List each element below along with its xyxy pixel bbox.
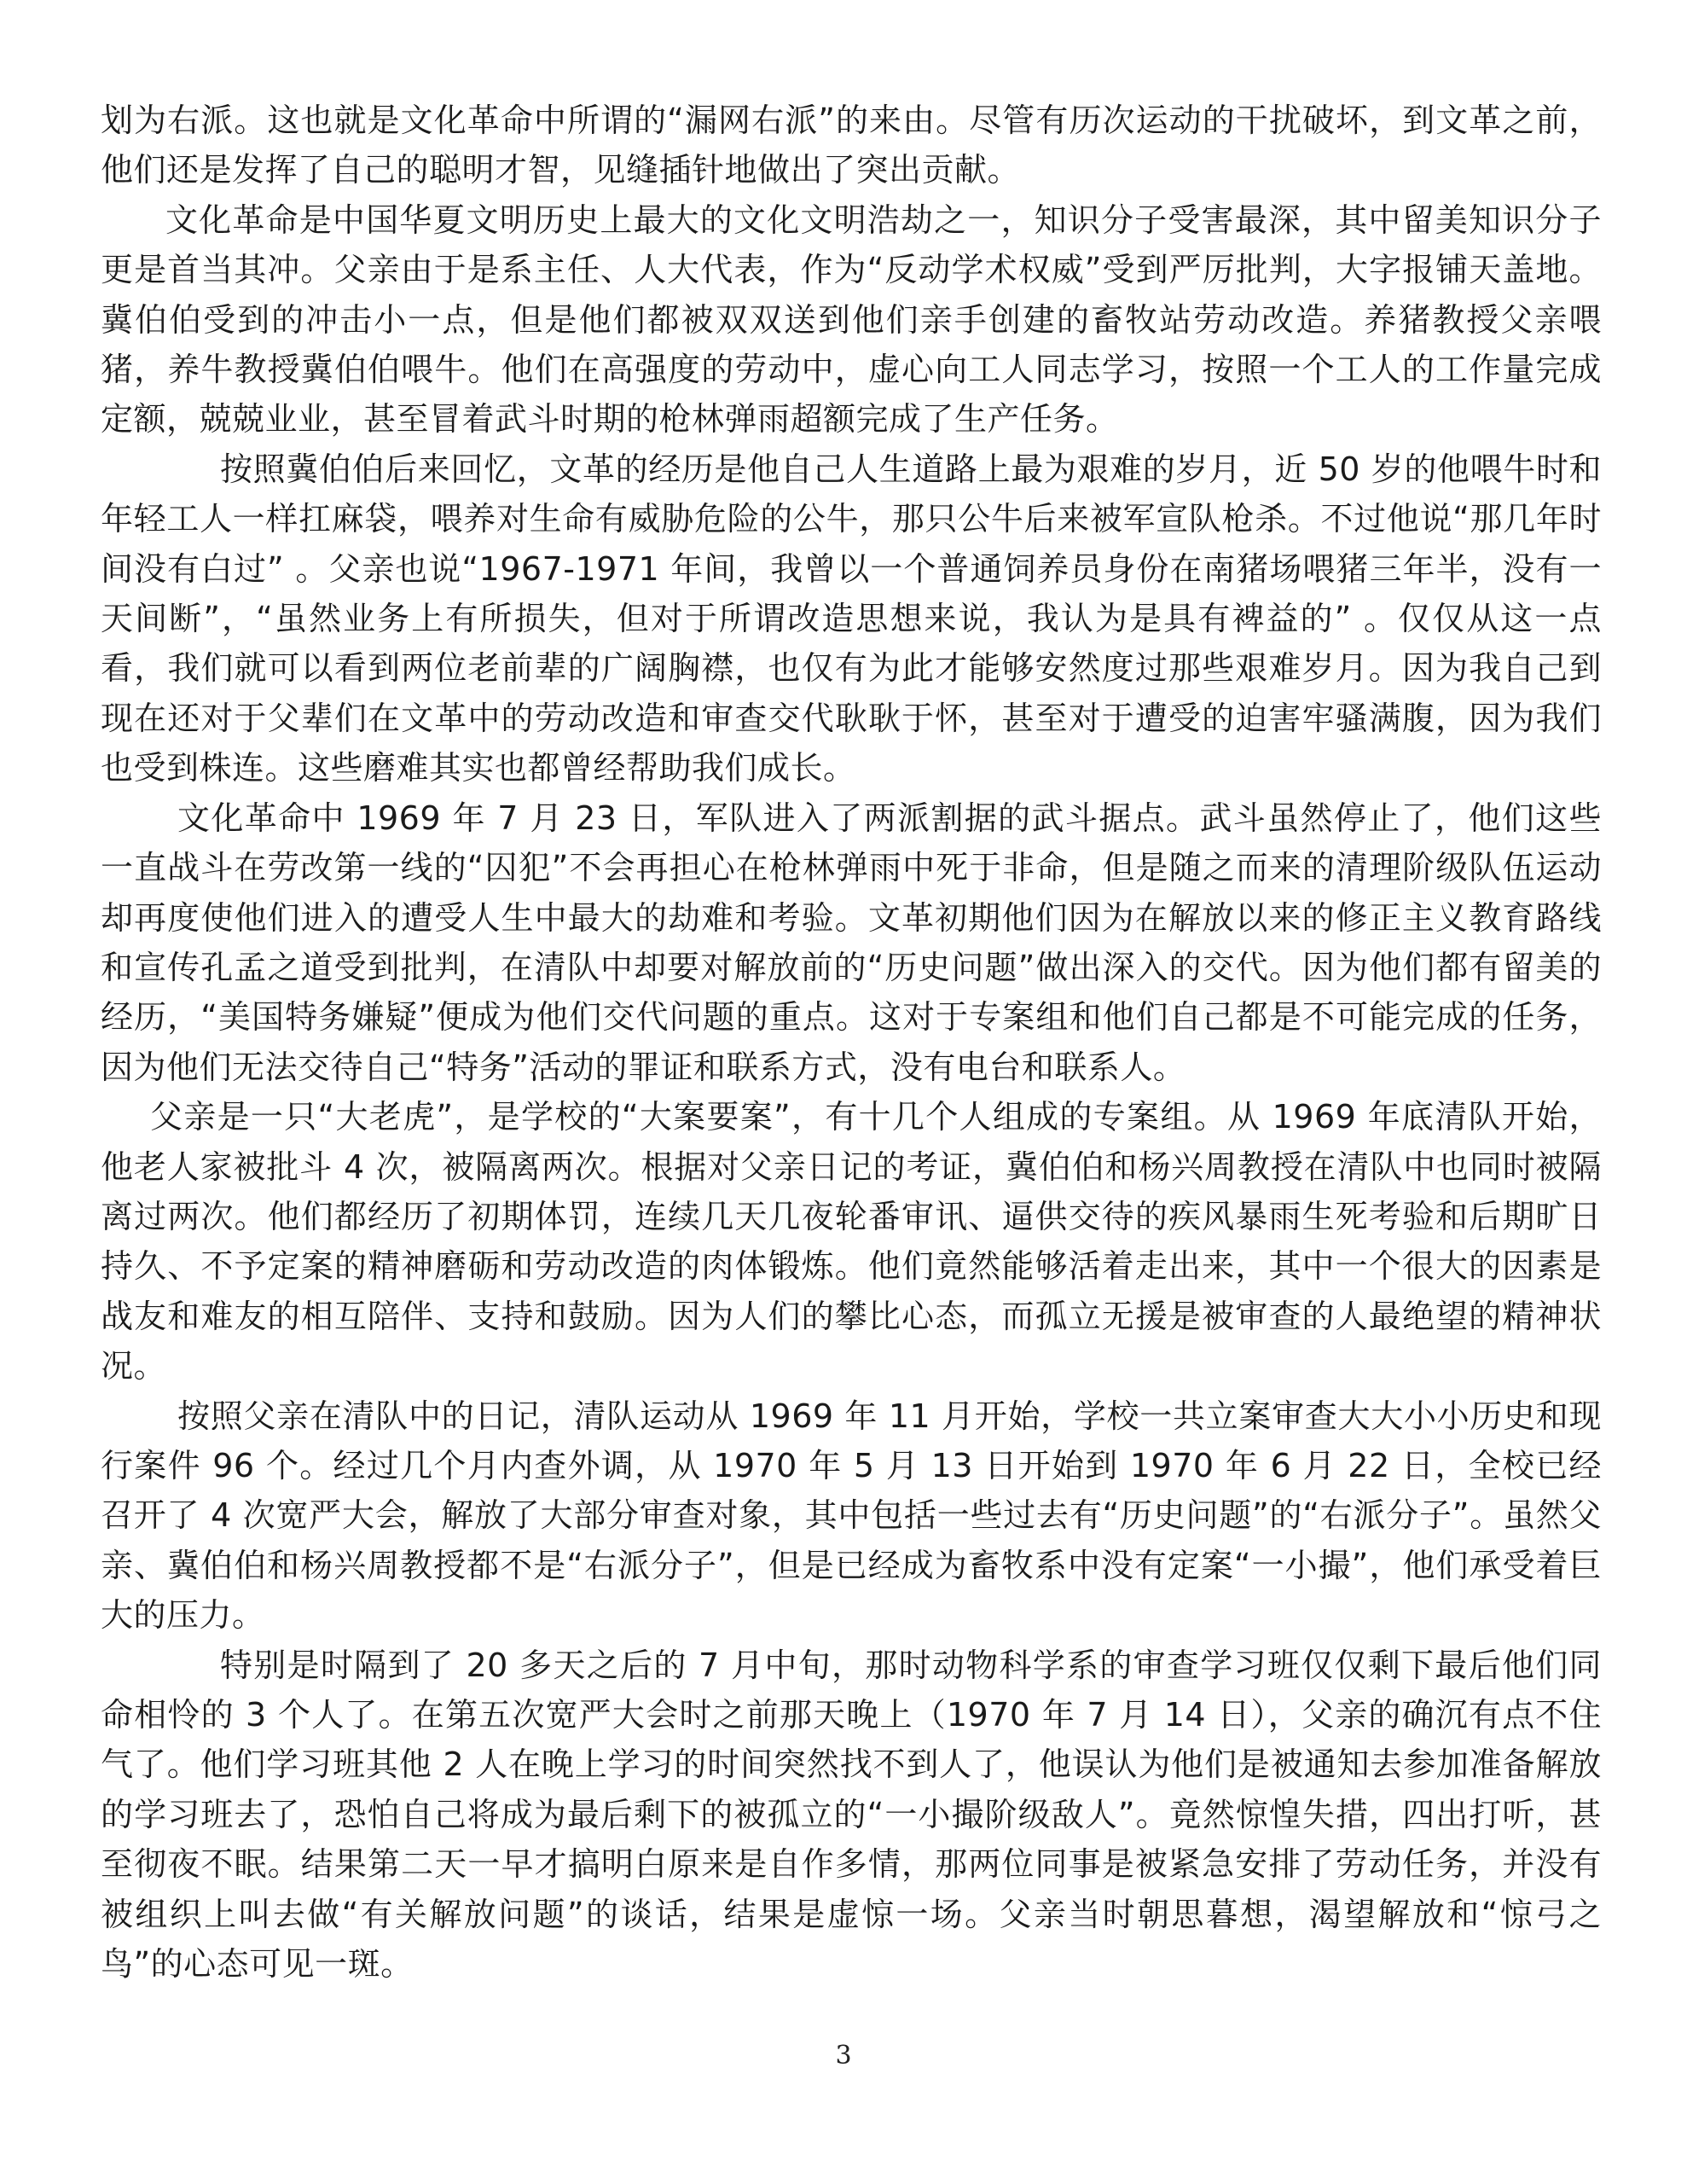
paragraph-2: 文化革命是中国华夏文明历史上最大的文化文明浩劫之一，知识分子受害最深，其中留美知识分子更是首当其冲。父亲由于是系主任、人大代表，作为“反动学术权威”受到严厉批判，大字报铺天盖地。冀伯伯受到的冲击小一点，但是他们都被双双送到他们亲手创建的畜牧站劳动改造。养猪教授父亲喂猪，养牛教授冀伯伯喂牛。他们在高强度的劳动中，虚心向工人同志学习，按照一个工人的工作量完成定额，兢兢业业，甚至冒着武斗时期的枪林弹雨超额完成了生产任务。 [101, 200, 1602, 439]
paragraph-1: 划为右派。这也就是文化革命中所谓的“漏网右派”的来由。尽管有历次运动的干扰破坏，到文革之前，他们还是发挥了自己的聪明才智，见缝插针地做出了突出贡献。 [101, 102, 1602, 189]
paragraph-7: 特别是时隔到了 20 多天之后的 7 月中旬，那时动物科学系的审查学习班仅仅剩下最后他们同命相怜的 3 个人了。在第五次宽严大会时之前那天晚上（1970 年 7 月 14 日），父亲的确沉有点不住气了。他们学习班其他 2 人在晚上学习的时间突然找不到人了，他误认为他们是被通知去参加准备解放的学习班去了，恐怕自己将成为最后剩下的被孤立的“一小撮阶级敌人”。竟然惊惶失措，四出打听，甚至彻夜不眠。结果第二天一早才搞明白原来是自作多情，那两位同事是被紧急安排了劳动任务，并没有被组织上叫去做“有关解放问题”的谈话，结果是虚惊一场。父亲当时朝思暮想，渴望解放和“惊弓之鸟”的心态可见一斑。 [101, 1646, 1602, 1984]
paragraph-4: 文化革命中 1969 年 7 月 23 日，军队进入了两派割据的武斗据点。武斗虽然停止了，他们这些一直战斗在劳改第一线的“囚犯”不会再担心在枪林弹雨中死于非命，但是随之而来的清理阶级队伍运动却再度使他们进入的遭受人生中最大的劫难和考验。文革初期他们因为在解放以来的修正主义教育路线和宣传孔孟之道受到批判，在清队中却要对解放前的“历史问题”做出深入的交代。因为他们都有留美的经历，“美国特务嫌疑”便成为他们交代问题的重点。这对于专案组和他们自己都是不可能完成的任务，因为他们无法交待自己“特务”活动的罪证和联系方式，没有电台和联系人。 [101, 799, 1602, 1086]
paragraph-6: 按照父亲在清队中的日记，清队运动从 1969 年 11 月开始，学校一共立案审查大大小小历史和现行案件 96 个。经过几个月内查外调，从 1970 年 5 月 13 日开始到 1970 年 6 月 22 日，全校已经召开了 4 次宽严大会，解放了大部分审查对象，其中包括一些过去有“历史问题”的“右派分子”。虽然父亲、冀伯伯和杨兴周教授都不是“右派分子”，但是已经成为畜牧系中没有定案“一小撮”，他们承受着巨大的压力。 [101, 1397, 1602, 1635]
paragraph-5: 父亲是一只“大老虎”，是学校的“大案要案”，有十几个人组成的专案组。从 1969 年底清队开始，他老人家被批斗 4 次，被隔离两次。根据对父亲日记的考证，冀伯伯和杨兴周教授在清队中也同时被隔离过两次。他们都经历了初期体罚，连续几天几夜轮番审讯、逼供交待的疾风暴雨生死考验和后期旷日持久、不予定案的精神磨砺和劳动改造的肉体锻炼。他们竟然能够活着走出来，其中一个很大的因素是战友和难友的相互陪伴、支持和鼓励。因为人们的攀比心态，而孤立无援是被审查的人最绝望的精神状况。 [101, 1098, 1602, 1385]
page-number: 3 [835, 2041, 852, 2071]
document-body [101, 96, 1602, 1989]
paragraph-3: 按照冀伯伯后来回忆，文革的经历是他自己人生道路上最为艰难的岁月，近 50 岁的他喂牛时和年轻工人一样扛麻袋，喂养对生命有威胁危险的公牛，那只公牛后来被军宣队枪杀。不过他说“那几年时间没有白过” 。父亲也说“1967-1971 年间，我曾以一个普通饲养员身份在南猪场喂猪三年半，没有一天间断”，“虽然业务上有所损失，但对于所谓改造思想来说，我认为是具有裨益的” 。仅仅从这一点看，我们就可以看到两位老前辈的广阔胸襟，也仅有为此才能够安然度过那些艰难岁月。因为我自己到现在还对于父辈们在文革中的劳动改造和审查交代耿耿于怀，甚至对于遭受的迫害牢骚满腹，因为我们也受到株连。这些磨难其实也都曾经帮助我们成长。 [101, 450, 1602, 787]
